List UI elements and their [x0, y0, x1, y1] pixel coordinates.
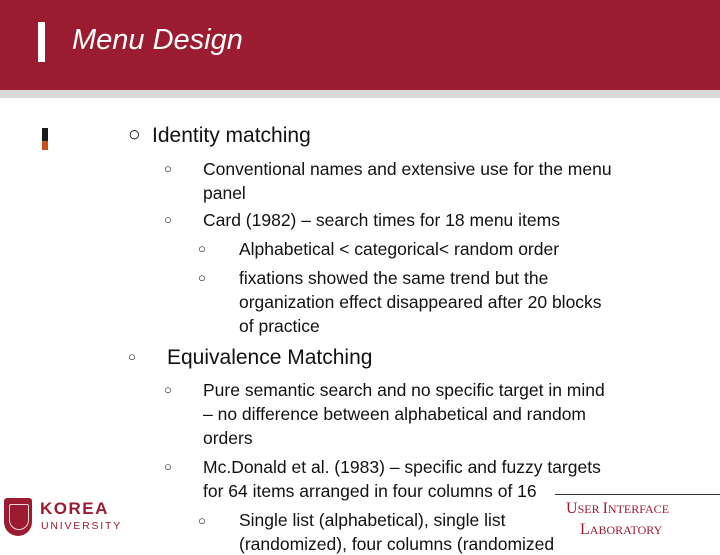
- lab-cap-letter: I: [602, 500, 608, 517]
- logo-subtitle: UNIVERSITY: [41, 520, 123, 532]
- bullet-icon: ○: [164, 161, 172, 176]
- list-item-continued: for 64 items arranged in four columns of 16: [203, 481, 537, 501]
- section-heading-identity: Identity matching: [152, 124, 311, 147]
- list-item-continued: orders: [203, 428, 253, 448]
- lab-name-line2: [580, 521, 662, 539]
- sub-list-item-continued: of practice: [239, 316, 320, 336]
- section-marker: [42, 128, 48, 150]
- lab-text: NTERFACE: [607, 502, 670, 516]
- bullet-icon: ○: [128, 349, 136, 364]
- sub-list-item-continued: organization effect disappeared after 20 blocks: [239, 292, 602, 312]
- section-heading-equivalence: Equivalence Matching: [167, 346, 373, 369]
- list-item: Pure semantic search and no specific target in mind: [203, 380, 605, 400]
- footer-rule: [555, 494, 720, 495]
- bullet-icon: ○: [198, 513, 206, 528]
- slide-header: [0, 0, 720, 90]
- university-logo: [4, 498, 123, 538]
- sub-list-item: Single list (alphabetical), single list: [239, 510, 506, 530]
- crest-icon: [4, 498, 32, 536]
- sub-list-item-continued: (randomized), four columns (randomized: [239, 534, 555, 554]
- sub-list-item: Alphabetical < categorical< random order: [239, 239, 560, 259]
- bullet-icon: ○: [198, 241, 206, 256]
- bullet-icon: ○: [164, 382, 172, 397]
- bullet-icon: ○: [198, 270, 206, 285]
- list-item-continued: – no difference between alphabetical and random: [203, 404, 587, 424]
- list-item: Card (1982) – search times for 18 menu items: [203, 210, 560, 230]
- lab-cap-letter: U: [566, 500, 578, 517]
- slide-title: Menu Design: [72, 24, 243, 56]
- list-item: Mc.Donald et al. (1983) – specific and fuzzy targets: [203, 457, 601, 477]
- lab-name-line1: [566, 500, 669, 518]
- lab-text: SER: [577, 502, 603, 516]
- sub-list-item: fixations showed the same trend but the: [239, 268, 549, 288]
- logo-wordmark: KOREA: [40, 499, 109, 518]
- lab-text: ABORATORY: [589, 523, 663, 537]
- bullet-icon: ○: [164, 459, 172, 474]
- lab-cap-letter: L: [580, 521, 590, 538]
- bullet-icon: ○: [128, 123, 141, 146]
- header-accent-bar: [38, 22, 45, 62]
- bullet-icon: ○: [164, 212, 172, 227]
- header-divider: [0, 90, 720, 98]
- list-item-continued: panel: [203, 183, 246, 203]
- list-item: Conventional names and extensive use for the menu: [203, 159, 612, 179]
